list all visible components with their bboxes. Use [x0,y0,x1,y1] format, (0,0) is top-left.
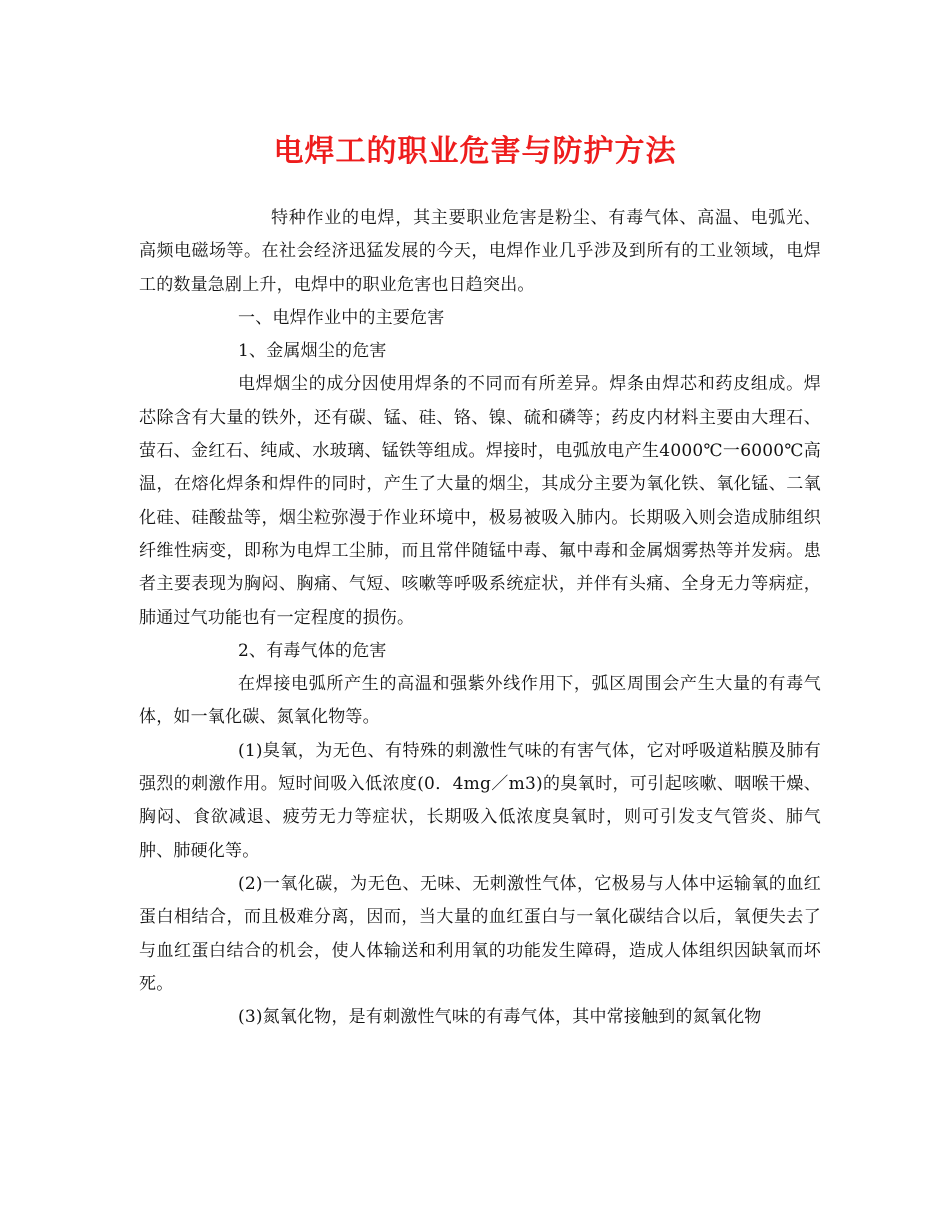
paragraph-metal-fume: 电焊烟尘的成分因使用焊条的不同而有所差异。焊条由焊芯和药皮组成。焊芯除含有大量的铁外，还有碳、锰、硅、铬、镍、硫和磷等；药皮内材料主要由大理石、萤石、金红石、纯咸、水玻璃、锰铁等组成。焊接时，电弧放电产生4000℃一6000℃高温，在熔化焊条和焊件的同时，产生了大量的烟尘，其成分主要为氧化铁、氧化锰、二氧化硅、硅酸盐等，烟尘粒弥漫于作业环境中，极易被吸入肺内。长期吸入则会造成肺组织纤维性病变，即称为电焊工尘肺，而且常伴随锰中毒、氟中毒和金属烟雾热等并发病。患者主要表现为胸闷、胸痛、气短、咳嗽等呼吸系统症状，并伴有头痛、全身无力等病症，肺通过气功能也有一定程度的损伤。 [139,374,821,628]
intro-paragraph: 特种作业的电焊，其主要职业危害是粉尘、有毒气体、高温、电弧光、高频电磁场等。在社会经济迅猛发展的今天，电焊作业几乎涉及到所有的工业领域，电焊工的数量急剧上升，电焊中的职业危害也日趋突出。 [139,208,821,295]
paragraph-nitrogen-oxides: (3)氮氧化物，是有刺激性气味的有毒气体，其中常接触到的氮氧化物 [238,1007,762,1028]
paragraph-carbon-monoxide: (2)一氧化碳，为无色、无味、无刺激性气体，它极易与人体中运输氧的血红蛋白相结合，而且极难分离，因而，当大量的血红蛋白与一氧化碳结合以后，氧便失去了与血红蛋白结合的机会，使人体输送和利用氧的功能发生障碍，造成人体组织因缺氧而坏死。 [139,873,821,994]
document-body [139,202,821,1034]
subsection-heading-metal-fume: 1、金属烟尘的危害 [238,341,387,362]
section-heading-main-hazards: 一、电焊作业中的主要危害 [238,307,445,328]
document-title: 电焊工的职业危害与防护方法 [273,134,677,169]
subsection-heading-toxic-gas: 2、有毒气体的危害 [238,640,387,661]
paragraph-ozone: (1)臭氧，为无色、有特殊的刺激性气味的有害气体，它对呼吸道粘膜及肺有强烈的刺激作用。短时间吸入低浓度(0．4mg／m3)的臭氧时，可引起咳嗽、咽喉干燥、胸闷、食欲减退、疲劳无力等症状，长期吸入低浓度臭氧时，则可引发支气管炎、肺气肿、肺硬化等。 [139,740,821,861]
paragraph-toxic-gas: 在焊接电弧所产生的高温和强紫外线作用下，弧区周围会产生大量的有毒气体，如一氧化碳、氮氧化物等。 [139,674,821,728]
